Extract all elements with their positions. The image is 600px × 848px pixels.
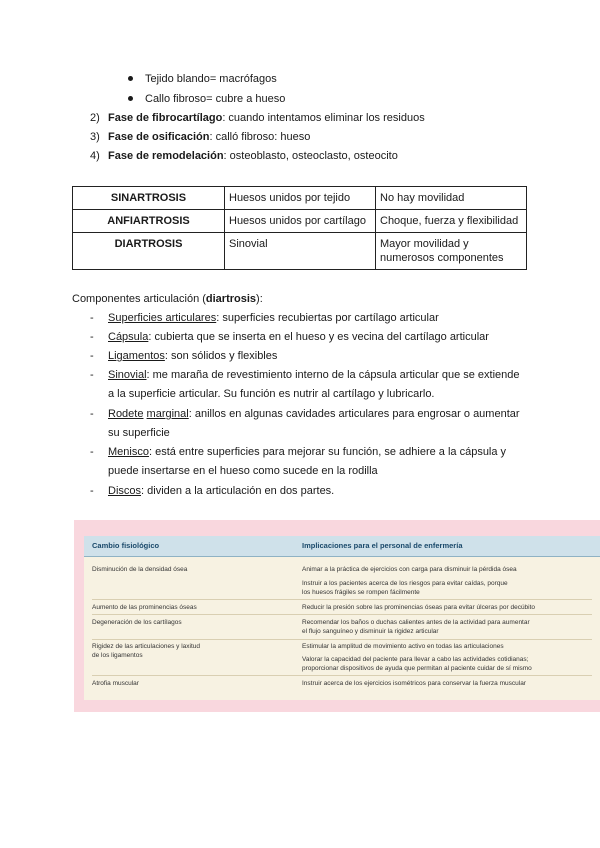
table-cell: Instruir acerca de los ejercicios isométricos para conservar la fuerza muscular bbox=[302, 680, 526, 687]
table-cell: Mayor movilidad y numerosos componentes bbox=[376, 233, 527, 270]
phase-item: 3) Fase de osificación: calló fibroso: hueso bbox=[90, 131, 311, 143]
nursing-table-header bbox=[84, 536, 600, 557]
table-cell: DIARTROSIS bbox=[73, 233, 225, 270]
table-cell: Disminución de la densidad ósea bbox=[92, 566, 188, 573]
table-cell: Reducir la presión sobre las prominencias óseas para evitar úlceras por decúbito bbox=[302, 604, 536, 611]
bullet-icon bbox=[128, 96, 133, 101]
column-header: Implicaciones para el personal de enfermería bbox=[302, 541, 463, 550]
list-item: Superficies articulares: superficies recubiertas por cartílago articular bbox=[108, 312, 439, 324]
table-cell: Atrofia muscular bbox=[92, 680, 139, 687]
components-heading: Componentes articulación (diartrosis): bbox=[72, 293, 263, 305]
table-row bbox=[73, 187, 527, 210]
list-item: Menisco: está entre superficies para mejorar su función, se adhiere a la cápsula y puede insertarse en el hueso como sucede en la rodilla bbox=[108, 446, 507, 477]
table-cell: los huesos frágiles se rompen fácilmente bbox=[302, 589, 420, 596]
list-item: Sinovial: me maraña de revestimiento interno de la cápsula articular que se extiende a la superficie articular. Su función es nutrir al cartílago y lubricarlo. bbox=[108, 369, 520, 400]
table-cell: Degeneración de los cartílagos bbox=[92, 619, 182, 626]
joints-table bbox=[72, 186, 527, 270]
table-cell: Huesos unidos por tejido bbox=[225, 187, 376, 210]
dash-icon: - bbox=[90, 331, 94, 343]
dash-icon: - bbox=[90, 408, 94, 420]
dash-icon: - bbox=[90, 485, 94, 497]
table-cell: Rigidez de las articulaciones y laxitud bbox=[92, 643, 201, 650]
phase-item: 2) Fase de fibrocartílago: cuando intentamos eliminar los residuos bbox=[90, 112, 425, 124]
nursing-table bbox=[84, 536, 600, 700]
table-cell: No hay movilidad bbox=[376, 187, 527, 210]
phase-item: 4) Fase de remodelación: osteoblasto, osteoclasto, osteocito bbox=[90, 150, 398, 162]
table-cell: Sinovial bbox=[225, 233, 376, 270]
table-cell: Choque, fuerza y flexibilidad bbox=[376, 210, 527, 233]
row-divider bbox=[92, 639, 592, 640]
dash-icon: - bbox=[90, 312, 94, 324]
bullet-icon bbox=[128, 76, 133, 81]
table-cell: proporcionar dispositivos de ayuda que permitan al paciente cuidar de sí mismo bbox=[302, 665, 532, 672]
row-divider bbox=[92, 675, 592, 676]
table-cell: Instruir a los pacientes acerca de los riesgos para evitar caídas, porque bbox=[302, 580, 508, 587]
table-cell: el flujo sanguíneo y disminuir la rigidez articular bbox=[302, 628, 439, 635]
list-item: Discos: dividen a la articulación en dos partes. bbox=[108, 485, 335, 497]
table-row bbox=[73, 210, 527, 233]
table-cell: Valorar la capacidad del paciente para llevar a cabo las actividades cotidianas; bbox=[302, 656, 529, 663]
row-divider bbox=[92, 614, 592, 615]
table-cell: Huesos unidos por cartílago bbox=[225, 210, 376, 233]
dash-icon: - bbox=[90, 350, 94, 362]
list-item: Tejido blando= macrófagos bbox=[128, 72, 277, 86]
dash-icon: - bbox=[90, 369, 94, 381]
list-item: Callo fibroso= cubre a hueso bbox=[128, 92, 285, 106]
row-divider bbox=[92, 599, 592, 600]
column-header: Cambio fisiológico bbox=[92, 541, 160, 550]
table-cell: ANFIARTROSIS bbox=[73, 210, 225, 233]
table-row bbox=[73, 233, 527, 270]
list-item: Rodete marginal: anillos en algunas cavidades articulares para engrosar o aumentar su superficie bbox=[108, 408, 520, 439]
list-item: Ligamentos: son sólidos y flexibles bbox=[108, 350, 278, 362]
dash-icon: - bbox=[90, 446, 94, 458]
table-cell: Recomendar los baños o duchas calientes antes de la actividad para aumentar bbox=[302, 619, 530, 626]
table-cell: Animar a la práctica de ejercicios con carga para disminuir la pérdida ósea bbox=[302, 566, 517, 573]
table-cell: Estimular la amplitud de movimiento activo en todas las articulaciones bbox=[302, 643, 504, 650]
table-cell: SINARTROSIS bbox=[73, 187, 225, 210]
list-item: Cápsula: cubierta que se inserta en el hueso y es vecina del cartílago articular bbox=[108, 331, 489, 343]
table-cell: Aumento de las prominencias óseas bbox=[92, 604, 197, 611]
table-cell: de los ligamentos bbox=[92, 652, 143, 659]
